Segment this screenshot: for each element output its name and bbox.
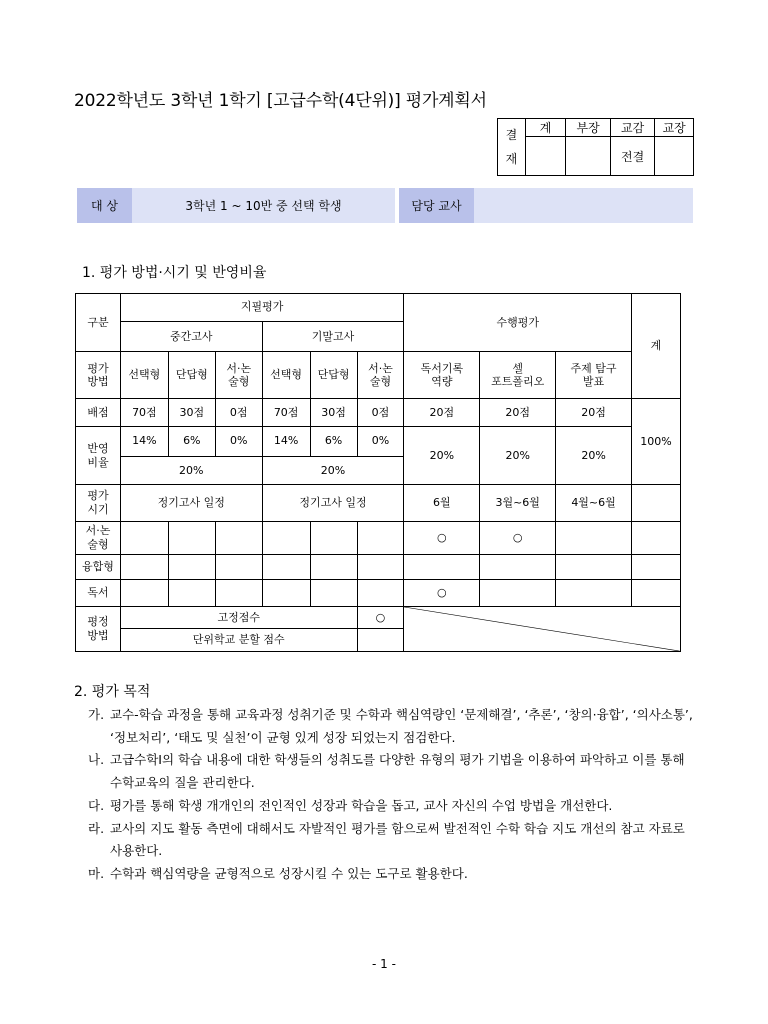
purpose-marker: 마.	[88, 865, 105, 881]
total-header: 계	[631, 294, 680, 399]
score-cell: 70점	[262, 399, 310, 427]
diagonal-line	[404, 607, 680, 651]
approval-header: 교감	[610, 119, 655, 137]
method-cell: 선택형	[262, 352, 310, 399]
method-cell: 주제 탐구 발표	[556, 352, 632, 399]
mark-cell	[404, 554, 480, 580]
purpose-text: 평가를 통해 학생 개개인의 전인적인 성장과 학습을 돕고, 교사 자신의 수업 방법을 개선한다.	[110, 797, 613, 813]
score-cell: 30점	[168, 399, 215, 427]
ratio-row	[76, 426, 681, 456]
method-row	[76, 352, 681, 399]
approval-sign-cell	[566, 137, 611, 176]
empty-cell	[631, 580, 680, 607]
written-header: 지필평가	[120, 294, 404, 322]
method-cell: 독서기록 역량	[404, 352, 480, 399]
approval-sign-cell	[655, 137, 694, 176]
approval-header: 부장	[566, 119, 611, 137]
performance-header: 수행평가	[404, 294, 632, 352]
ratio-cell: 14%	[120, 426, 168, 456]
method-cell: 단답형	[168, 352, 215, 399]
score-cell: 20점	[480, 399, 556, 427]
mark-cell	[357, 554, 404, 580]
score-cell: 0점	[215, 399, 262, 427]
approval-box	[497, 118, 694, 176]
final-header: 기말고사	[262, 321, 404, 352]
mark-cell	[120, 522, 168, 555]
mark-cell	[480, 554, 556, 580]
approval-side-label-2: 재	[505, 152, 518, 166]
ratio-perf-cell: 20%	[404, 426, 480, 484]
method-cell: 셀 포트폴리오	[480, 352, 556, 399]
mark-cell	[262, 580, 310, 607]
ratio-cell: 6%	[168, 426, 215, 456]
timing-cell: 6월	[404, 485, 480, 522]
reading-row	[76, 580, 681, 607]
approval-header: 교장	[655, 119, 694, 137]
score-cell: 20점	[556, 399, 632, 427]
mark-cell: ○	[480, 522, 556, 555]
mark-cell	[310, 522, 357, 555]
approval-side-label-1: 결	[505, 128, 518, 142]
purpose-item	[88, 863, 700, 886]
timing-cell: 3월~6월	[480, 485, 556, 522]
row-label: 평정 방법	[76, 606, 121, 651]
purpose-text: 교수-학습 과정을 통해 교육과정 성취기준 및 수학과 핵심역량인 ‘문제해결’, ‘추론’, ‘창의·융합’, ‘의사소통’, ‘정보처리’, ‘태도 및 실천’이 균형 있게 성장 되었는지 점검한다.	[110, 707, 693, 745]
fixed-score-mark: ○	[357, 606, 404, 629]
score-cell: 30점	[310, 399, 357, 427]
method-cell: 서·논 술형	[357, 352, 404, 399]
ratio-cell: 6%	[310, 426, 357, 456]
fixed-score-label: 고정점수	[120, 606, 357, 629]
empty-cell	[631, 554, 680, 580]
purpose-text: 수학과 핵심역량을 균형적으로 성장시킬 수 있는 도구로 활용한다.	[110, 865, 468, 881]
purpose-text: 교사의 지도 활동 측면에 대해서도 자발적인 평가를 함으로써 발전적인 수학 학습 지도 개선의 참고 자료로 사용한다.	[110, 820, 685, 859]
purpose-item	[88, 795, 700, 818]
ratio-perf-cell: 20%	[480, 426, 556, 484]
evaluation-table	[75, 293, 681, 652]
empty-cell	[631, 522, 680, 555]
ratio-final-total: 20%	[262, 456, 404, 485]
mark-cell	[120, 554, 168, 580]
mark-cell	[357, 522, 404, 555]
mark-cell	[262, 522, 310, 555]
mark-cell: ○	[404, 580, 480, 607]
mark-cell	[168, 554, 215, 580]
ratio-cell: 14%	[262, 426, 310, 456]
empty-cell	[631, 485, 680, 522]
page-title: 2022학년도 3학년 1학기 [고급수학(4단위)] 평가계획서	[74, 91, 487, 111]
mark-cell	[480, 580, 556, 607]
mark-cell	[310, 554, 357, 580]
mark-cell	[215, 554, 262, 580]
ratio-cell: 0%	[215, 426, 262, 456]
ratio-mid-total: 20%	[120, 456, 262, 485]
method-cell: 단답형	[310, 352, 357, 399]
gubun-header: 구분	[76, 294, 121, 352]
ratio-cell: 0%	[357, 426, 404, 456]
target-info-bar	[77, 188, 693, 223]
purpose-marker: 라.	[88, 820, 105, 836]
purpose-item	[88, 818, 700, 863]
row-label: 반영 비율	[76, 426, 121, 484]
purpose-item	[88, 704, 700, 749]
method-cell: 선택형	[120, 352, 168, 399]
fixed-score-row	[76, 606, 681, 629]
purpose-item	[88, 749, 700, 794]
mark-cell	[120, 580, 168, 607]
mark-cell	[215, 522, 262, 555]
mark-cell	[556, 580, 632, 607]
timing-cell: 정기고사 일정	[120, 485, 262, 522]
method-cell: 서·논 술형	[215, 352, 262, 399]
ratio-perf-cell: 20%	[556, 426, 632, 484]
mark-cell: ○	[404, 522, 480, 555]
mark-cell	[168, 522, 215, 555]
mark-cell	[556, 554, 632, 580]
timing-cell: 4월~6월	[556, 485, 632, 522]
section2-heading: 2. 평가 목적	[74, 684, 151, 700]
row-label: 배점	[76, 399, 121, 427]
purpose-marker: 다.	[88, 797, 105, 813]
row-label: 독서	[76, 580, 121, 607]
mark-cell	[310, 580, 357, 607]
score-row	[76, 399, 681, 427]
fusion-row	[76, 554, 681, 580]
purpose-text: 고급수학Ⅰ의 학습 내용에 대한 학생들의 성취도를 다양한 유형의 평가 기법을 이용하여 파악하고 이를 통해 수학교육의 질을 관리한다.	[110, 752, 685, 791]
midterm-header: 중간고사	[120, 321, 262, 352]
purpose-marker: 가.	[88, 707, 105, 722]
timing-cell: 정기고사 일정	[262, 485, 404, 522]
mark-cell	[262, 554, 310, 580]
teacher-label: 담당 교사	[399, 188, 474, 223]
approval-sign-cell	[525, 137, 566, 176]
essay-row	[76, 522, 681, 555]
split-score-label: 단위학교 분할 점수	[120, 629, 357, 652]
section1-heading: 1. 평가 방법·시기 및 반영비율	[82, 265, 267, 281]
approval-side-label	[498, 119, 526, 176]
score-cell: 70점	[120, 399, 168, 427]
timing-row	[76, 485, 681, 522]
approval-header: 계	[525, 119, 566, 137]
mark-cell	[168, 580, 215, 607]
purpose-marker: 나.	[88, 752, 105, 768]
mark-cell	[556, 522, 632, 555]
mark-cell	[215, 580, 262, 607]
row-label: 서·논 술형	[76, 522, 121, 555]
row-label: 평가 시기	[76, 485, 121, 522]
mark-cell	[357, 580, 404, 607]
row-label: 평가 방법	[76, 352, 121, 399]
target-label: 대 상	[77, 188, 132, 223]
ratio-total-cell: 100%	[631, 399, 680, 485]
teacher-value	[474, 188, 693, 223]
score-cell: 20점	[404, 399, 480, 427]
purpose-list	[88, 704, 700, 886]
approval-sign-cell: 전결	[610, 137, 655, 176]
page-number: - 1 -	[372, 957, 396, 971]
target-value: 3학년 1 ~ 10반 중 선택 학생	[132, 188, 395, 223]
row-label: 융합형	[76, 554, 121, 580]
split-score-mark	[357, 629, 404, 652]
score-cell: 0점	[357, 399, 404, 427]
diagonal-empty-cell	[404, 606, 681, 651]
